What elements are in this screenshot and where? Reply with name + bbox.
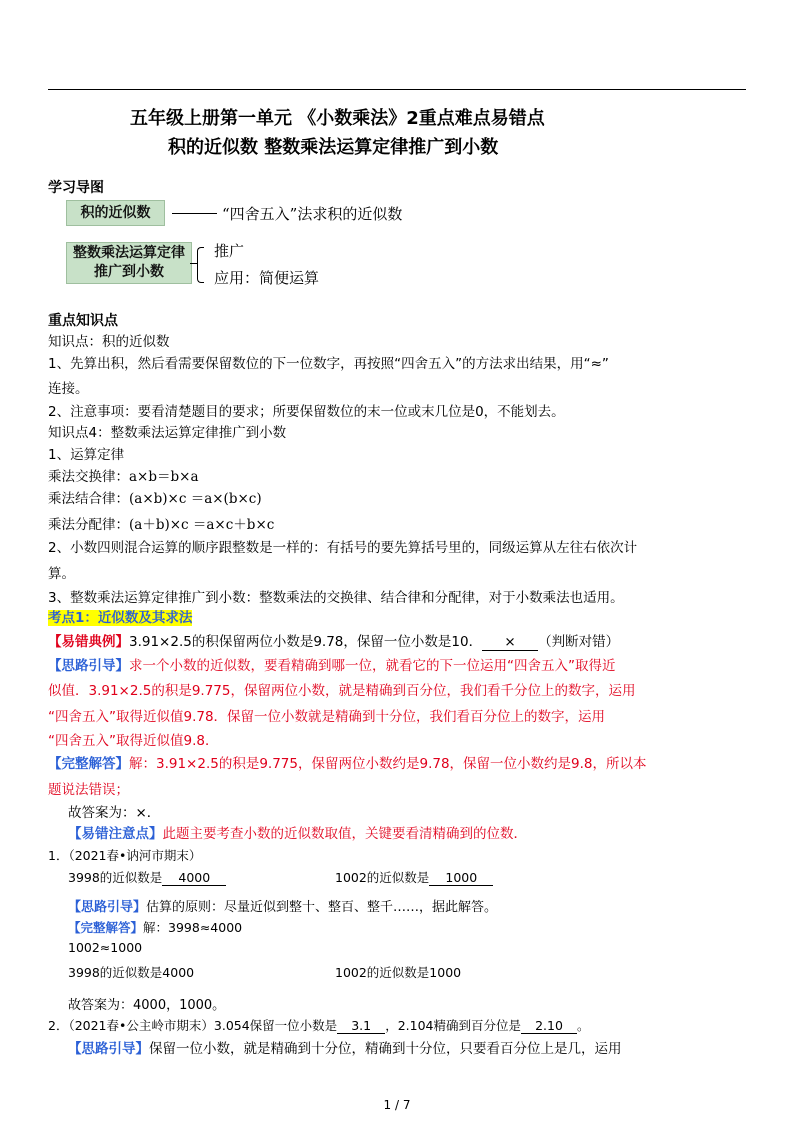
- think-line: “四舍五入”取得近似值9.78．保留一位小数就是精确到十分位，我们看百分位上的数字，运用: [48, 709, 606, 725]
- solution-line: 【完整解答】解：3.91×2.5的积是9.775，保留两位小数约是9.78，保留一位小数约是9.8，所以本: [48, 756, 647, 772]
- question-1-solution: 【完整解答】解：3998≈4000: [68, 920, 243, 935]
- question-1-b: 1002的近似数是 1000: [335, 868, 493, 886]
- knowledge-line: 1、运算定律: [48, 447, 125, 463]
- knowledge-line: 2、注意事项：要看清楚题目的要求；所要保留数位的末一位或末几位是0，不能划去。: [48, 404, 565, 420]
- solution-tag: 【完整解答】: [48, 756, 129, 772]
- question-1-b-answer: 1000: [429, 870, 493, 886]
- page-number: 1 / 7: [383, 1098, 411, 1112]
- question-2-think: 【思路引导】保留一位小数，就是精确到十分位，精确到十分位，只要看百分位上是几，运用: [68, 1041, 622, 1057]
- solution-line: 题说法错误；: [48, 782, 129, 798]
- question-1-answer: 故答案为：4000，1000。: [68, 998, 226, 1013]
- map-brace: [197, 247, 204, 283]
- think-line: 似值．3.91×2.5的积是9.775，保留两位小数，就是精确到百分位，我们看千分位上的数字，运用: [48, 683, 636, 699]
- map-connector: [172, 213, 217, 214]
- answer-line: 故答案为：×．: [68, 805, 161, 821]
- question-1-think: 【思路引导】估算的原则：尽量近似到整十、整百、整千……，据此解答。: [68, 900, 498, 915]
- note-tag: 【易错注意点】: [68, 826, 163, 842]
- think-tag: 【思路引导】: [48, 658, 129, 674]
- think-line: 【思路引导】求一个小数的近似数，要看精确到哪一位，就看它的下一位运用“四舍五入”取得近: [48, 658, 616, 674]
- page-title: 五年级上册第一单元 《小数乘法》2重点难点易错点: [130, 108, 545, 129]
- example-tag: 【易错典例】: [48, 634, 129, 650]
- example-answer: ×: [482, 634, 538, 651]
- guide-heading: 学习导图: [48, 180, 104, 196]
- law-commutative: 乘法交换律：a×b＝b×a: [48, 469, 199, 485]
- question-2-answer-a: 3.1: [337, 1018, 385, 1034]
- question-1-a: 3998的近似数是 4000: [68, 868, 226, 886]
- law-distributive: 乘法分配律：(a＋b)×c ＝a×c＋b×c: [48, 517, 275, 533]
- think-line: “四舍五入”取得近似值9.8．: [48, 733, 219, 749]
- kaodian-title: 考点1：近似数及其求法: [48, 610, 193, 626]
- knowledge-line: 知识点4：整数乘法运算定律推广到小数: [48, 425, 287, 441]
- map-box-approx: 积的近似数: [66, 200, 165, 226]
- map-branch-extend: 推广: [214, 242, 245, 260]
- knowledge-line: 3、整数乘法运算定律推广到小数：整数乘法的交换律、结合律和分配律，对于小数乘法也适用。: [48, 590, 624, 606]
- knowledge-line: 算。: [48, 566, 75, 582]
- map-branch-apply: 应用：简便运算: [214, 269, 320, 287]
- question-2-answer-b: 2.10: [521, 1018, 577, 1034]
- map-approx-desc: “四舍五入”法求积的近似数: [222, 205, 403, 223]
- header-rule: [48, 89, 746, 90]
- knowledge-line: 连接。: [48, 381, 89, 397]
- map-brace-tick: [190, 263, 197, 264]
- question-1-header: 1．（2021春•讷河市期末）: [48, 848, 202, 863]
- knowledge-heading: 重点知识点: [48, 313, 118, 329]
- page-subtitle: 积的近似数 整数乘法运算定律推广到小数: [168, 137, 499, 158]
- knowledge-line: 知识点：积的近似数: [48, 334, 170, 350]
- note-line: 【易错注意点】此题主要考查小数的近似数取值，关键要看清精确到的位数．: [68, 826, 527, 842]
- question-1-solution-2: 1002≈1000: [68, 940, 143, 955]
- question-1-solution-3a: 3998的近似数是4000: [68, 965, 195, 980]
- question-2: 2．（2021春•公主岭市期末）3.054保留一位小数是 3.1 ，2.104精确到百分位是 2.10 。: [48, 1018, 590, 1033]
- law-associative: 乘法结合律：(a×b)×c ＝a×(b×c): [48, 491, 262, 507]
- question-1-solution-3b: 1002的近似数是1000: [335, 965, 462, 980]
- knowledge-line: 2、小数四则混合运算的顺序跟整数是一样的：有括号的要先算括号里的，同级运算从左往右依次计: [48, 540, 638, 556]
- question-1-a-answer: 4000: [162, 870, 226, 886]
- example-line: 【易错典例】3.91×2.5的积保留两位小数是9.78，保留一位小数是10． × （判断对错）: [48, 634, 620, 650]
- knowledge-line: 1、先算出积，然后看需要保留数位的下一位数字，再按照“四舍五入”的方法求出结果，用“≈”: [48, 356, 609, 372]
- map-box-laws: 整数乘法运算定律推广到小数: [66, 242, 192, 284]
